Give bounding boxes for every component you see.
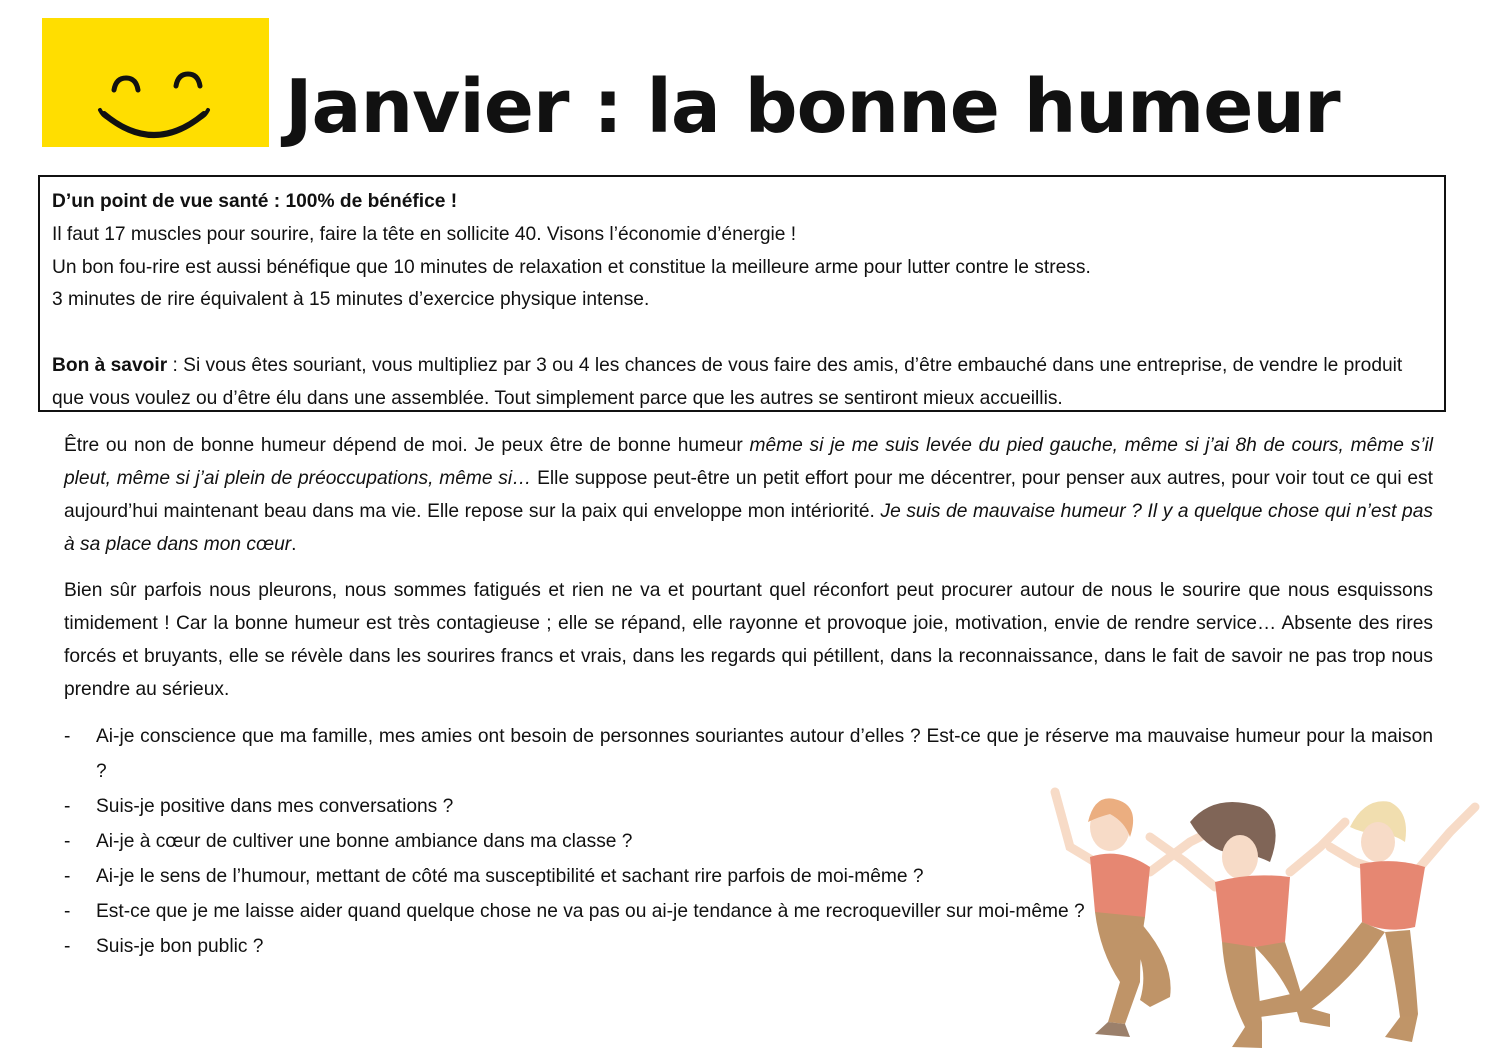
health-fact-1: Il faut 17 muscles pour sourire, faire la tête en sollicite 40. Visons l’économie d’énergie ! bbox=[52, 223, 797, 245]
good-to-know-label: Bon à savoir bbox=[52, 354, 168, 376]
paragraph-1-end: . bbox=[291, 534, 297, 555]
question-item bbox=[64, 929, 1433, 964]
question-text: Ai-je conscience que ma famille, mes amies ont besoin de personnes souriantes autour d’elles ? Est-ce que je réserve ma mauvaise humeur pour la maison ? bbox=[96, 726, 1433, 782]
paragraph-2: Bien sûr parfois nous pleurons, nous sommes fatigués et rien ne va et pourtant quel réconfort peut procurer autour de nous le sourire que nous esquissons timidement ! Car la bonne humeur est très contagieuse ; elle se répand, elle rayonne et provoque joie, motivation, envie de rendre service… Absente des rires forcés et bruyants, elle se révèle dans les sourires francs et vrais, dans les regards qui pétillent, dans la reconnaissance, dans le fait de savoir ne pas trop nous prendre au sérieux. bbox=[64, 580, 1433, 700]
good-to-know bbox=[52, 350, 1432, 416]
question-item bbox=[64, 789, 1433, 824]
question-text: Ai-je le sens de l’humour, mettant de côté ma susceptibilité et sachant rire parfois de moi-même ? bbox=[96, 866, 924, 887]
paragraph-1-part-2: Elle suppose peut-être un petit effort pour me décentrer, pour penser aux autres, pour voir tout ce qui est aujourd’hui maintenant beau dans ma vie. Elle repose sur la paix qui enveloppe mon intériorité. bbox=[64, 468, 1433, 522]
health-heading: D’un point de vue santé : 100% de bénéfice ! bbox=[52, 191, 458, 212]
good-to-know-text: : Si vous êtes souriant, vous multipliez par 3 ou 4 les chances de vous faire des amis, d’être embauché dans une entreprise, de vendre le produit que vous voulez ou d’être élu dans une assemblée. Tout simplement parce que les autres se sentiront mieux accueillis. bbox=[52, 354, 1403, 409]
health-fact-3: 3 minutes de rire équivalent à 15 minutes d’exercice physique intense. bbox=[52, 289, 650, 311]
question-text: Suis-je bon public ? bbox=[96, 936, 264, 957]
question-item bbox=[64, 894, 1433, 929]
main-content bbox=[64, 429, 1433, 964]
bullet-dash: - bbox=[64, 901, 71, 922]
paragraph-1-italic-2: Je suis de mauvaise humeur ? Il y a quelque chose qui n’est pas à sa place dans mon cœur bbox=[64, 501, 1433, 555]
question-item bbox=[64, 824, 1433, 859]
question-list bbox=[64, 719, 1433, 964]
smiley-icon bbox=[42, 18, 269, 147]
bullet-dash: - bbox=[64, 796, 71, 817]
question-item bbox=[64, 859, 1433, 894]
paragraph-1-italic-1: même si je me suis levée du pied gauche, même si j’ai 8h de cours, même s’il pleut, même si j’ai plein de préoccupations, même si… bbox=[64, 435, 1433, 489]
question-text: Est-ce que je me laisse aider quand quelque chose ne va pas ou ai-je tendance à me recroqueviller sur moi-même ? bbox=[96, 901, 1085, 922]
page-title: Janvier : la bonne humeur bbox=[285, 64, 1340, 150]
health-facts-box bbox=[38, 175, 1446, 412]
bullet-dash: - bbox=[64, 726, 71, 747]
bullet-dash: - bbox=[64, 831, 71, 852]
paragraph-1 bbox=[64, 429, 1433, 561]
question-item bbox=[64, 719, 1433, 789]
spacer bbox=[52, 317, 1432, 350]
bullet-dash: - bbox=[64, 936, 71, 957]
question-text: Ai-je à cœur de cultiver une bonne ambiance dans ma classe ? bbox=[96, 831, 633, 852]
bullet-dash: - bbox=[64, 866, 71, 887]
question-text: Suis-je positive dans mes conversations ? bbox=[96, 796, 454, 817]
smiley-logo bbox=[42, 18, 269, 147]
paragraph-1-part-1: Être ou non de bonne humeur dépend de moi. Je peux être de bonne humeur bbox=[64, 435, 750, 456]
health-fact-2: Un bon fou-rire est aussi bénéfique que 10 minutes de relaxation et constitue la meilleure arme pour lutter contre le stress. bbox=[52, 256, 1091, 278]
